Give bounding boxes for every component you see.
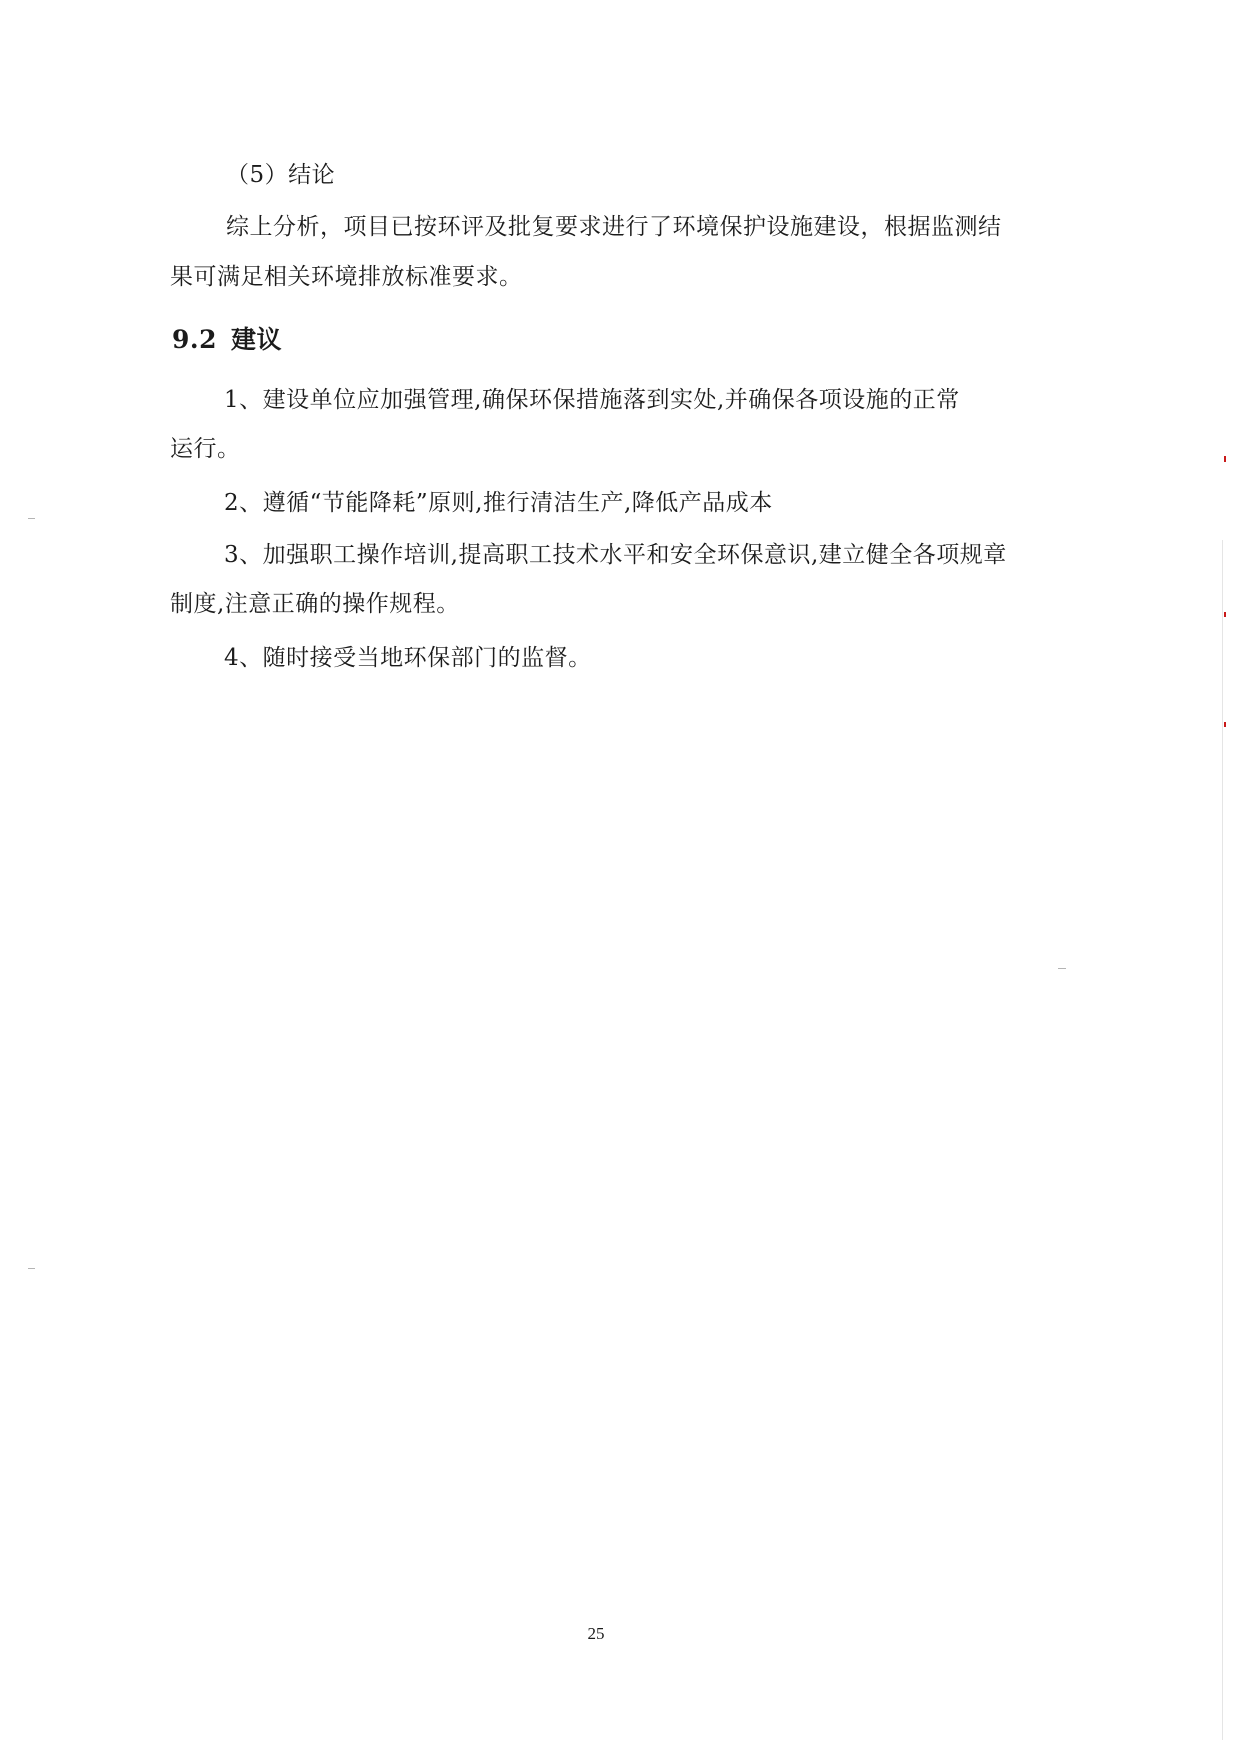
recommendation-item-1-line-1: 1、建设单位应加强管理,确保环保措施落到实处,并确保各项设施的正常 <box>224 387 960 413</box>
recommendation-item-4-line-1: 4、随时接受当地环保部门的监督。 <box>224 645 592 671</box>
recommendation-item-3-line-2: 制度,注意正确的操作规程。 <box>170 591 460 617</box>
conclusion-paragraph-line-1: 综上分析，项目已按环评及批复要求进行了环境保护设施建设，根据监测结 <box>226 214 1002 240</box>
scan-speck <box>1058 968 1066 969</box>
section-title: 建议 <box>231 325 283 354</box>
conclusion-paragraph-line-2: 果可满足相关环境排放标准要求。 <box>170 264 523 290</box>
section-number: 9.2 <box>172 325 217 354</box>
recommendation-item-3-line-1: 3、加强职工操作培训,提高职工技术水平和安全环保意识,建立健全各项规章 <box>224 542 1007 568</box>
page-number: 25 <box>587 1624 605 1643</box>
section-heading-recommendations <box>172 324 282 356</box>
scan-margin-mark <box>28 518 35 519</box>
recommendation-item-2-line-1: 2、遵循“节能降耗”原则,推行清洁生产,降低产品成本 <box>224 490 773 516</box>
scan-edge-mark <box>1224 612 1226 617</box>
scan-edge-mark <box>1224 722 1226 727</box>
scan-edge-shadow <box>1222 540 1223 1740</box>
conclusion-subheading: （5）结论 <box>226 162 336 188</box>
scan-edge-mark <box>1224 456 1226 462</box>
scan-margin-mark <box>28 1268 35 1269</box>
recommendation-item-1-line-2: 运行。 <box>170 436 241 462</box>
